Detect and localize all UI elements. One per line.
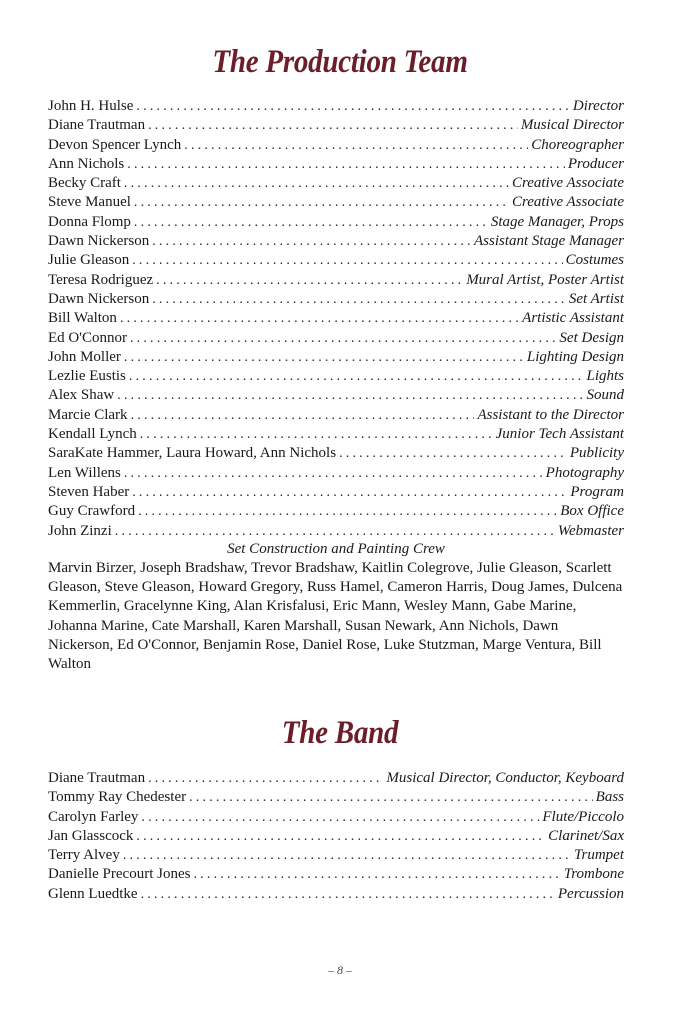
member-role: Creative Associate — [511, 175, 624, 192]
dot-leader — [136, 827, 545, 846]
team-row — [48, 329, 624, 348]
dot-leader — [134, 213, 488, 232]
dot-leader — [120, 309, 519, 328]
dot-leader — [152, 290, 566, 309]
production-team-list — [48, 97, 624, 541]
dot-leader — [123, 846, 571, 865]
member-role: Creative Associate — [511, 194, 624, 211]
member-role: Photography — [545, 464, 624, 481]
dot-leader — [136, 97, 569, 116]
member-name: Guy Crawford — [48, 503, 136, 520]
member-role: Set Artist — [568, 290, 624, 307]
dot-leader — [184, 136, 528, 155]
member-name: Lezlie Eustis — [48, 368, 126, 385]
member-role: Sound — [586, 387, 624, 404]
member-role: Box Office — [560, 503, 624, 520]
member-name: Bill Walton — [48, 310, 117, 327]
team-row — [48, 386, 624, 405]
dot-leader — [148, 769, 383, 788]
band-row — [48, 865, 624, 884]
dot-leader — [127, 155, 565, 174]
dot-leader — [117, 386, 583, 405]
team-row — [48, 309, 624, 328]
team-row — [48, 348, 624, 367]
member-name: Len Willens — [48, 464, 121, 481]
band-row — [48, 808, 624, 827]
dot-leader — [129, 367, 584, 386]
member-role: Musical Director — [520, 117, 624, 134]
crew-names: Marvin Birzer, Joseph Bradshaw, Trevor Bradshaw, Kaitlin Colegrove, Julie Gleason, Scarlett Gleason, Steve Gleason, Howard Gregory, Russ Hamel, Cameron Harris, Doug James, Dulcena Kemmerlin, Gracelynne King, Alan Krisfalusi, Eric Mann, Wesley Mann, Gabe Marine, Johanna Marine, Cate Marshall, Karen Marshall, Susan Newark, Ann Nichols, Dawn Nickerson, Ed O'Connor, Benjamin Rose, Daniel Rose, Luke Stutzman, Marge Ventura, Bill Walton — [48, 560, 623, 673]
dot-leader — [115, 522, 555, 541]
member-role: Junior Tech Assistant — [495, 426, 624, 443]
team-row — [48, 136, 624, 155]
team-row — [48, 522, 624, 541]
member-role: Webmaster — [557, 522, 624, 539]
member-name: John Zinzi — [48, 522, 112, 539]
dot-leader — [132, 483, 567, 502]
member-name: Tommy Ray Chedester — [48, 789, 187, 806]
member-role: Costumes — [565, 252, 624, 269]
member-role: Producer — [567, 155, 624, 172]
band-row — [48, 788, 624, 807]
team-row — [48, 290, 624, 309]
member-name: Julie Gleason — [48, 252, 130, 269]
member-name: Carolyn Farley — [48, 808, 139, 825]
team-row — [48, 213, 624, 232]
team-row — [48, 406, 624, 425]
member-role: Percussion — [557, 885, 624, 902]
dot-leader — [141, 808, 539, 827]
dot-leader — [131, 406, 475, 425]
dot-leader — [140, 425, 493, 444]
member-name: Terry Alvey — [48, 847, 120, 864]
member-role: Clarinet/Sax — [548, 827, 624, 844]
member-name: Diane Trautman — [48, 117, 146, 134]
member-name: John H. Hulse — [48, 98, 134, 114]
member-role: Director — [572, 98, 624, 114]
team-row — [48, 174, 624, 193]
member-role: Bass — [595, 789, 624, 806]
team-row — [48, 502, 624, 521]
member-role: Set Design — [559, 329, 624, 346]
member-role: Trombone — [563, 866, 624, 883]
member-role: Publicity — [569, 445, 624, 462]
team-row — [48, 116, 624, 135]
member-name: SaraKate Hammer, Laura Howard, Ann Nichols — [48, 445, 337, 462]
team-row — [48, 193, 624, 212]
member-name: Jan Glasscock — [48, 827, 134, 844]
member-role: Program — [570, 483, 624, 500]
dot-leader — [124, 464, 543, 483]
crew-heading: Set Construction and Painting Crew — [227, 541, 445, 557]
member-name: Dawn Nickerson — [48, 290, 150, 307]
member-role: Flute/Piccolo — [542, 808, 624, 825]
member-name: Diane Trautman — [48, 770, 146, 786]
band-row — [48, 827, 624, 846]
member-name: Becky Craft — [48, 175, 121, 192]
team-row — [48, 425, 624, 444]
dot-leader — [132, 251, 562, 270]
member-role: Assistant Stage Manager — [474, 233, 624, 250]
production-team-heading: The Production Team — [212, 44, 468, 80]
team-row — [48, 97, 624, 116]
team-row — [48, 251, 624, 270]
member-role: Artistic Assistant — [522, 310, 624, 327]
dot-leader — [193, 865, 560, 884]
dot-leader — [152, 232, 471, 251]
member-role: Choreographer — [531, 136, 624, 153]
member-name: Ed O'Connor — [48, 329, 127, 346]
member-name: Steve Manuel — [48, 194, 131, 211]
page-number: – 8 – — [328, 963, 352, 977]
member-role: Lights — [586, 368, 624, 385]
dot-leader — [130, 329, 556, 348]
dot-leader — [141, 885, 555, 904]
member-role: Stage Manager, Props — [490, 213, 624, 230]
band-row — [48, 769, 624, 788]
member-name: Steven Haber — [48, 483, 130, 500]
member-name: Dawn Nickerson — [48, 233, 150, 250]
member-name: Glenn Luedtke — [48, 885, 138, 902]
dot-leader — [148, 116, 518, 135]
member-name: Alex Shaw — [48, 387, 115, 404]
member-role: Trumpet — [573, 847, 624, 864]
dot-leader — [189, 788, 593, 807]
member-name: Danielle Precourt Jones — [48, 866, 191, 883]
dot-leader — [124, 348, 524, 367]
dot-leader — [339, 444, 567, 463]
team-row — [48, 483, 624, 502]
team-row — [48, 464, 624, 483]
band-row — [48, 846, 624, 865]
member-name: Ann Nichols — [48, 155, 125, 172]
band-row — [48, 885, 624, 904]
member-name: Kendall Lynch — [48, 426, 137, 443]
dot-leader — [124, 174, 509, 193]
team-row — [48, 271, 624, 290]
band-heading: The Band — [281, 715, 399, 751]
member-name: Teresa Rodriguez — [48, 271, 154, 288]
member-role: Musical Director, Conductor, Keyboard — [386, 770, 624, 786]
member-name: John Moller — [48, 348, 121, 365]
member-name: Marcie Clark — [48, 406, 128, 423]
member-role: Lighting Design — [526, 348, 624, 365]
member-name: Devon Spencer Lynch — [48, 136, 182, 153]
team-row — [48, 367, 624, 386]
member-role: Mural Artist, Poster Artist — [466, 271, 624, 288]
band-list — [48, 769, 624, 904]
team-row — [48, 155, 624, 174]
team-row — [48, 232, 624, 251]
member-name: Donna Flomp — [48, 213, 131, 230]
member-role: Assistant to the Director — [477, 406, 624, 423]
dot-leader — [138, 502, 557, 521]
dot-leader — [156, 271, 463, 290]
dot-leader — [134, 193, 509, 212]
team-row — [48, 444, 624, 463]
